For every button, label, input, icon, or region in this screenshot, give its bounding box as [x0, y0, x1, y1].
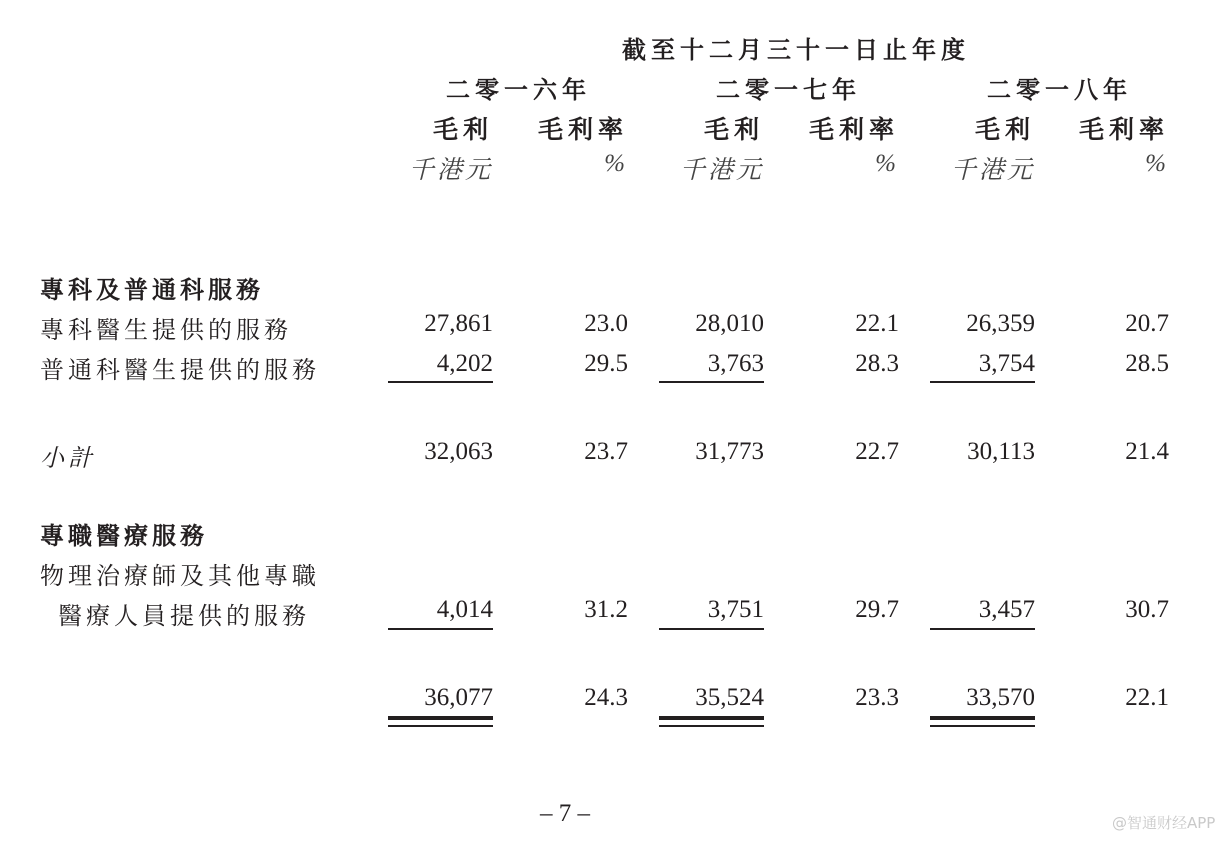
- col-gross-profit-2017: 毛利: [703, 117, 764, 144]
- cell-subtotal-margin-2017: 22.7: [855, 438, 899, 465]
- row-label-subtotal: 小計: [40, 444, 96, 472]
- row-label-general: 普通科醫生提供的服務: [40, 356, 320, 384]
- cell-general-gp-2018: 3,754: [978, 350, 1035, 377]
- col-gross-profit-2016: 毛利: [432, 117, 493, 144]
- cell-subtotal-gp-2018: 30,113: [967, 438, 1035, 465]
- unit-hkd-2017: 千港元: [679, 157, 764, 184]
- cell-total-gp-2018: 33,570: [966, 684, 1035, 711]
- section-title-allied-health: 專職醫療服務: [40, 522, 208, 550]
- cell-general-gp-2016: 4,202: [436, 350, 493, 377]
- unit-pct-2016: %: [604, 150, 628, 177]
- double-underline-2017-thick: [659, 716, 764, 720]
- cell-general-margin-2017: 28.3: [855, 350, 899, 377]
- double-underline-2017-thin: [659, 725, 764, 727]
- cell-total-margin-2017: 23.3: [855, 684, 899, 711]
- cell-subtotal-gp-2016: 32,063: [424, 438, 493, 465]
- cell-subtotal-margin-2016: 23.7: [584, 438, 628, 465]
- cell-subtotal-gp-2017: 31,773: [695, 438, 764, 465]
- cell-specialist-margin-2017: 22.1: [855, 310, 899, 337]
- cell-general-margin-2016: 29.5: [584, 350, 628, 377]
- period-heading: 截至十二月三十一日止年度: [622, 36, 970, 64]
- unit-pct-2017: %: [875, 150, 899, 177]
- year-2017-heading: 二零一七年: [716, 76, 861, 104]
- underline-2017-a: [659, 381, 764, 383]
- double-underline-2016-thick: [388, 716, 493, 720]
- cell-allied-margin-2017: 29.7: [855, 596, 899, 623]
- col-margin-2018: 毛利率: [1078, 117, 1169, 144]
- cell-total-gp-2016: 36,077: [424, 684, 493, 711]
- cell-allied-margin-2018: 30.7: [1125, 596, 1169, 623]
- row-label-allied-line1: 物理治療師及其他專職: [40, 562, 320, 590]
- double-underline-2018-thin: [930, 725, 1035, 727]
- year-2016-heading: 二零一六年: [446, 76, 591, 104]
- col-gross-profit-2018: 毛利: [974, 117, 1035, 144]
- unit-pct-2018: %: [1145, 150, 1169, 177]
- underline-2016-a: [388, 381, 493, 383]
- unit-hkd-2018: 千港元: [950, 157, 1035, 184]
- cell-specialist-gp-2018: 26,359: [966, 310, 1035, 337]
- cell-allied-margin-2016: 31.2: [584, 596, 628, 623]
- cell-specialist-gp-2017: 28,010: [695, 310, 764, 337]
- cell-general-gp-2017: 3,763: [707, 350, 764, 377]
- double-underline-2016-thin: [388, 725, 493, 727]
- underline-2018-a: [930, 381, 1035, 383]
- underline-2017-b: [659, 628, 764, 630]
- year-2018-heading: 二零一八年: [987, 76, 1132, 104]
- page-number: – 7 –: [540, 800, 590, 827]
- col-margin-2016: 毛利率: [537, 117, 628, 144]
- cell-total-margin-2018: 22.1: [1125, 684, 1169, 711]
- cell-total-gp-2017: 35,524: [695, 684, 764, 711]
- section-title-specialist-general: 專科及普通科服務: [40, 276, 264, 304]
- cell-allied-gp-2017: 3,751: [707, 596, 764, 623]
- row-label-specialist: 專科醫生提供的服務: [40, 316, 292, 344]
- cell-general-margin-2018: 28.5: [1125, 350, 1169, 377]
- underline-2018-b: [930, 628, 1035, 630]
- cell-specialist-margin-2018: 20.7: [1125, 310, 1169, 337]
- cell-allied-gp-2018: 3,457: [978, 596, 1035, 623]
- col-margin-2017: 毛利率: [808, 117, 899, 144]
- underline-2016-b: [388, 628, 493, 630]
- row-label-allied-line2: 醫療人員提供的服務: [58, 602, 310, 630]
- unit-hkd-2016: 千港元: [408, 157, 493, 184]
- cell-specialist-margin-2016: 23.0: [584, 310, 628, 337]
- cell-subtotal-margin-2018: 21.4: [1125, 438, 1169, 465]
- cell-specialist-gp-2016: 27,861: [424, 310, 493, 337]
- double-underline-2018-thick: [930, 716, 1035, 720]
- cell-total-margin-2016: 24.3: [584, 684, 628, 711]
- watermark: @智通财经APP: [1112, 814, 1216, 832]
- cell-allied-gp-2016: 4,014: [436, 596, 493, 623]
